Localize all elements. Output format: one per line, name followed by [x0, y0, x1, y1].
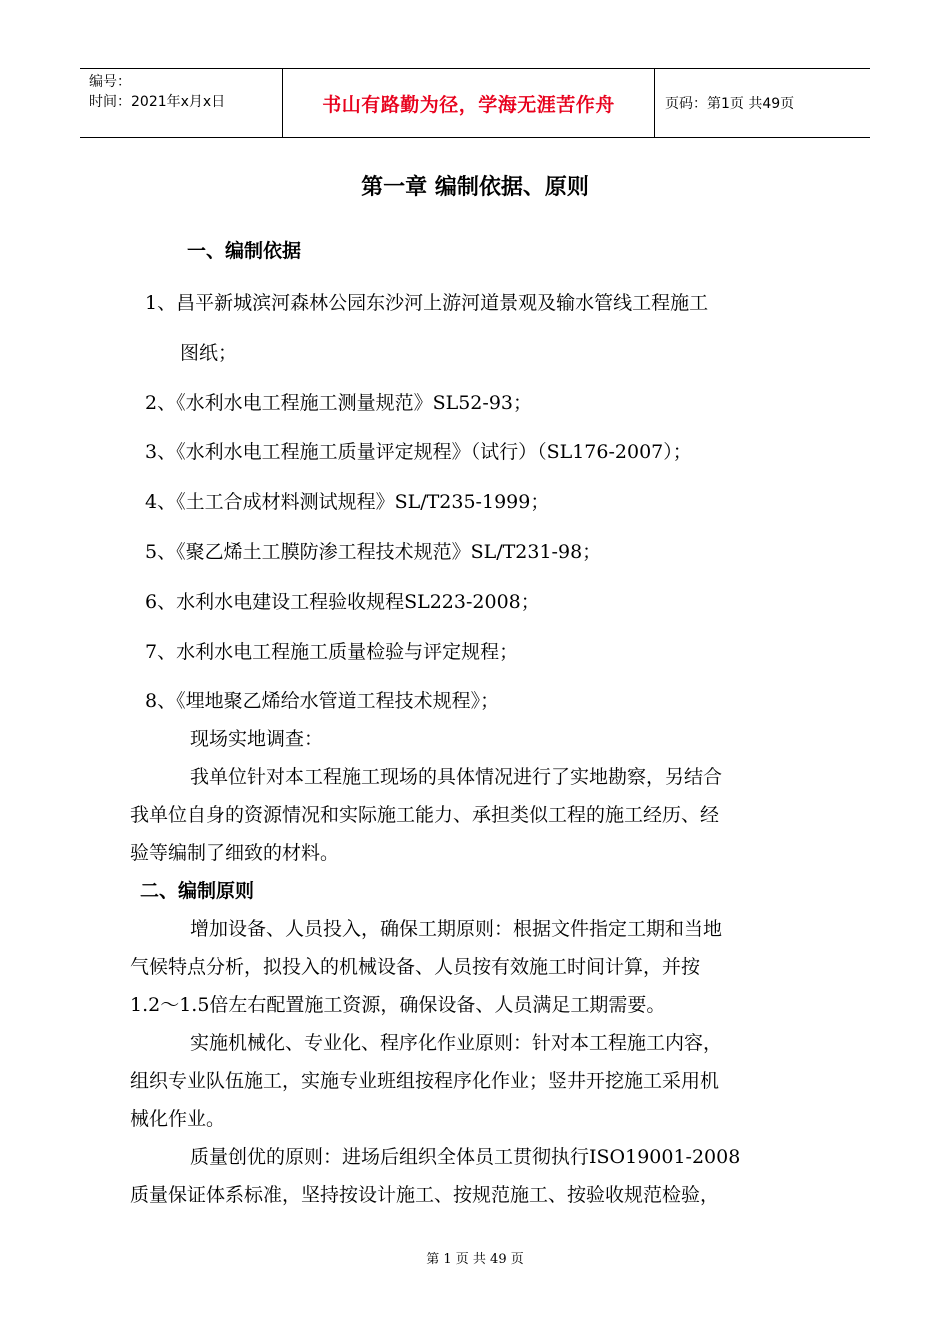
basis-line: 4、《土工合成材料测试规程》SL/T235-1999；: [145, 491, 550, 513]
principle-line: 质量创优的原则：进场后组织全体员工贯彻执行ISO19001-2008: [190, 1146, 741, 1168]
basis-line: 验等编制了细致的材料。: [130, 842, 340, 864]
basis-line: 3、《水利水电工程施工质量评定规程》（试行）（SL176-2007）；: [145, 441, 692, 463]
header-table: [80, 68, 870, 138]
principle-line: 实施机械化、专业化、程序化作业原则：针对本工程施工内容，: [190, 1032, 723, 1054]
header-meta: [80, 69, 282, 137]
principle-line: 械化作业。: [130, 1108, 226, 1130]
page-footer: 第 1 页 共 49 页: [426, 1252, 524, 1267]
basis-line: 5、《聚乙烯土工膜防渗工程技术规范》SL/T231-98；: [145, 541, 602, 563]
principle-line: 气候特点分析，拟投入的机械设备、人员按有效施工时间计算，并按: [130, 956, 701, 978]
header-page-info: 页码：第1页 共49页: [665, 96, 795, 112]
section-heading-principles: 二、编制原则: [140, 880, 255, 902]
basis-line: 我单位针对本工程施工现场的具体情况进行了实地勘察，另结合: [190, 766, 723, 788]
principle-line: 组织专业队伍施工，实施专业班组按程序化作业；竖井开挖施工采用机: [130, 1070, 720, 1092]
basis-line: 1、昌平新城滨河森林公园东沙河上游河道景观及输水管线工程施工: [145, 292, 709, 314]
basis-line: 图纸；: [180, 342, 238, 364]
basis-line: 我单位自身的资源情况和实际施工能力、承担类似工程的施工经历、经: [130, 804, 720, 826]
principle-line: 增加设备、人员投入，确保工期原则：根据文件指定工期和当地: [190, 918, 723, 940]
basis-line: 现场实地调查：: [190, 728, 324, 750]
principle-line: 1.2～1.5倍左右配置施工资源，确保设备、人员满足工期需要。: [130, 994, 666, 1016]
basis-line: 6、水利水电建设工程验收规程SL223-2008；: [145, 591, 540, 613]
basis-line: 2、《水利水电工程施工测量规范》SL52-93；: [145, 392, 532, 414]
time-label: 时间：2021年x月x日: [89, 94, 226, 110]
code-label: 编号：: [89, 74, 131, 90]
principle-line: 质量保证体系标准，坚持按设计施工、按规范施工、按验收规范检验，: [130, 1184, 720, 1206]
basis-line: 7、水利水电工程施工质量检验与评定规程；: [145, 641, 519, 663]
chapter-title: 第一章 编制依据、原则: [361, 175, 589, 200]
header-motto: 书山有路勤为径，学海无涯苦作舟: [282, 69, 655, 137]
basis-line: 8、《埋地聚乙烯给水管道工程技术规程》；: [145, 690, 500, 712]
section-heading-basis: 一、编制依据: [187, 240, 302, 262]
